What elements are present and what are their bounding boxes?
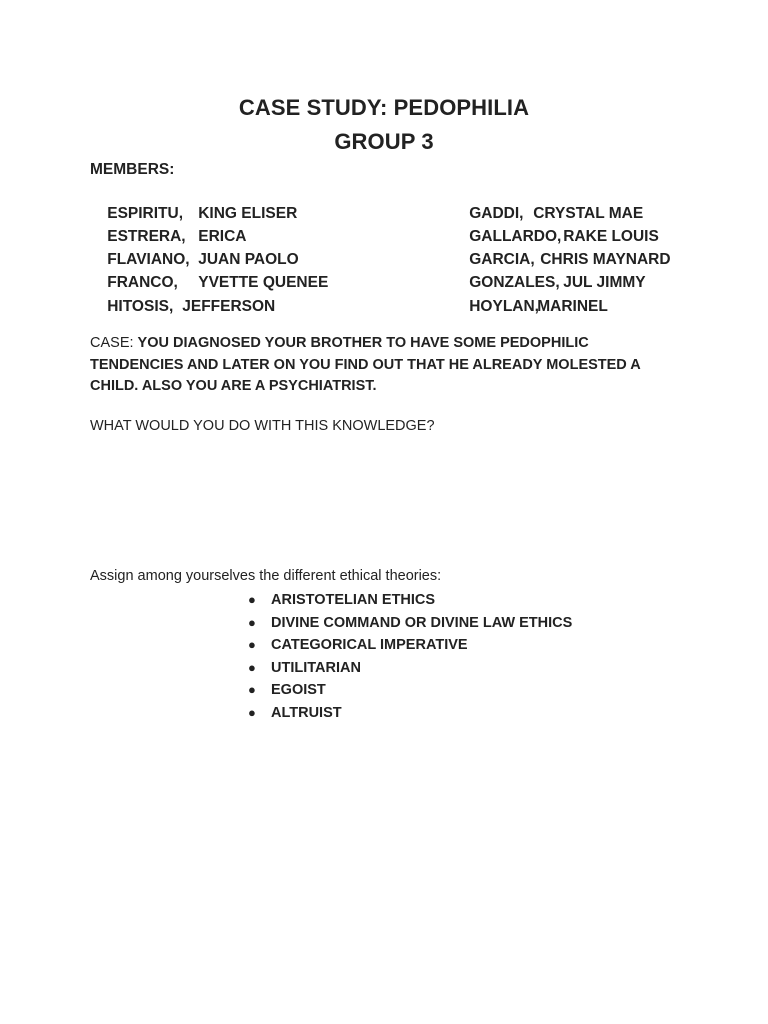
theory-label: ARISTOTELIAN ETHICS (271, 592, 436, 608)
member-surname: ESPIRITU, (107, 205, 184, 222)
member-surname: GONZALES, (469, 274, 560, 291)
theory-label: ALTRUIST (271, 704, 342, 721)
list-item (248, 657, 572, 680)
member-surname: HITOSIS, (107, 298, 174, 315)
case-paragraph (90, 333, 670, 398)
theory-label: UTILITARIAN (271, 659, 361, 676)
document-title: CASE STUDY: PEDOPHILIA (238, 95, 530, 120)
question-text: WHAT WOULD YOU DO WITH THIS KNOWLEDGE? (90, 418, 435, 434)
member-right-5 (452, 277, 608, 337)
list-item (248, 612, 572, 635)
bullet-icon: ● (248, 614, 256, 630)
member-surname: GALLARDO, (469, 228, 562, 245)
member-surname: HOYLAN, (469, 298, 539, 315)
member-given-name: KING ELISER (198, 205, 298, 222)
list-item (248, 702, 572, 725)
member-given-name: MARINEL (537, 298, 608, 315)
bullet-icon: ● (248, 592, 256, 607)
ethical-theories-list (248, 589, 572, 725)
member-given-name: YVETTE QUENEE (198, 274, 329, 291)
member-surname: FRANCO, (107, 274, 178, 291)
theory-label: EGOIST (271, 682, 326, 699)
member-surname: GARCIA, (469, 251, 535, 268)
bullet-icon: ● (248, 637, 256, 653)
member-given-name: JEFFERSON (182, 298, 276, 315)
assign-instruction: Assign among yourselves the different ethical theories: (90, 568, 442, 584)
members-label: MEMBERS: (90, 161, 175, 178)
member-left-5 (90, 277, 275, 337)
list-item (248, 589, 572, 612)
bullet-icon: ● (248, 682, 256, 698)
case-text: YOU DIAGNOSED YOUR BROTHER TO HAVE SOME PEDOPHILIC TENDENCIES AND LATER ON YOU FIND OUT THAT HE ALREADY MOLESTED A CHILD. ALSO YOU ARE A PSYCHIATRIST. (90, 335, 641, 394)
theory-label: DIVINE COMMAND OR DIVINE LAW ETHICS (271, 614, 573, 631)
member-given-name: CRYSTAL MAE (533, 205, 644, 222)
member-given-name: JUAN PAOLO (198, 251, 299, 268)
member-surname: FLAVIANO, (107, 251, 190, 268)
document-subtitle: GROUP 3 (334, 129, 434, 154)
list-item (248, 634, 572, 657)
theory-label: CATEGORICAL IMPERATIVE (271, 637, 468, 654)
case-label: CASE: (90, 335, 134, 351)
bullet-icon: ● (248, 704, 256, 720)
member-surname: GADDI, (469, 205, 524, 222)
bullet-icon: ● (248, 659, 256, 675)
member-surname: ESTRERA, (107, 228, 186, 245)
member-given-name: RAKE LOUIS (563, 228, 659, 245)
member-given-name: ERICA (198, 228, 247, 245)
member-given-name: CHRIS MAYNARD (540, 251, 671, 268)
list-item (248, 679, 572, 702)
member-given-name: JUL JIMMY (563, 274, 646, 291)
